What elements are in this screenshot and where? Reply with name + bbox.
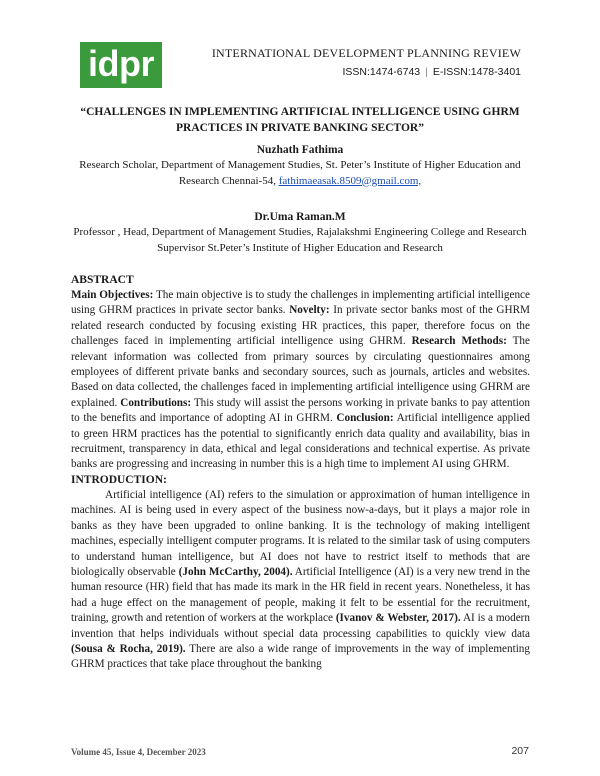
abstract-heading: ABSTRACT <box>71 274 134 286</box>
abstract-paragraph <box>71 288 530 473</box>
intro-text: There are also a wide range of improvements in the way of implementing GHRM practices that take place throughout the banking <box>71 642 530 671</box>
issn: ISSN:1474-6743 <box>342 66 421 78</box>
novelty-text: In private sector banks most of the GHRM related research conducted by focusing existing HR practices, this paper, therefore focus on the challenges faced in implementing artificial intelligence using GHRM. <box>71 304 530 348</box>
author-block-2 <box>60 210 540 256</box>
introduction-heading: INTRODUCTION: <box>71 473 167 486</box>
citation: (John McCarthy, 2004). <box>178 565 293 578</box>
page-number: 207 <box>511 745 529 757</box>
methods-label: Research Methods: <box>411 335 507 348</box>
issn-separator: | <box>425 66 428 78</box>
objectives-text: The main objective is to study the challenges in implementing artificial intelligence using GHRM practices in private sector banks. <box>71 289 530 317</box>
methods-text: The relevant information was collected from primary sources by circulating questionnaires among employees of different private banks and secondary sources, such as journals, articles and websites. Based on data collected, the challenges faced in implementing artificial intelligence using GHRM are explained. <box>71 335 530 409</box>
affiliation-text: Research Scholar, Department of Management Studies, St. Peter’s Institute of Higher Education and Research Chennai-54, <box>79 159 521 187</box>
author-name: Nuzhath Fathima <box>256 144 344 156</box>
author-email-link[interactable]: fathimaeasak.8509@gmail.com, <box>278 174 422 187</box>
conclusion-text: Artificial intelligence applied to green HRM practices has the potential to significantly enrich data quality and availability, bias in recruitment, transparency in data, ethical and legal considerations and technical expertise. As private banks are progressing and increasing in number this is a high time to implement AI using GHRM. <box>71 412 531 471</box>
citation: (Sousa & Rocha, 2019). <box>71 642 186 655</box>
contributions-text: This study will assist the persons working in private banks to pay attention to the benefits and importance of adopting AI in GHRM. <box>71 396 530 425</box>
eissn: E-ISSN:1478-3401 <box>432 66 521 78</box>
citation: (Ivanov & Webster, 2017). <box>335 612 461 625</box>
introduction-paragraph <box>71 488 530 673</box>
contributions-label: Contributions: <box>120 396 192 409</box>
journal-name: INTERNATIONAL DEVELOPMENT PLANNING REVIEW <box>211 46 521 60</box>
volume-info: Volume 45, Issue 4, December 2023 <box>71 747 206 757</box>
author-block-1 <box>60 143 540 189</box>
author-affiliation: Professor , Head, Department of Management Studies, Rajalakshmi Engineering College and Research Supervisor St.Peter’s Institute of Higher Education and Research <box>73 226 527 254</box>
paper-title: “CHALLENGES IN IMPLEMENTING ARTIFICIAL INTELLIGENCE USING GHRM PRACTICES IN PRIVATE BANKING SECTOR” <box>80 106 520 134</box>
intro-text: Artificial intelligence (AI) refers to the simulation or approximation of human intelligence in machines. AI is being used in every aspect of the business now-a-days, but it plays a major role in banks as they have been upgraded to online banking. It is the technology of making intelligent machines, especially intelligent computer programs. It is related to the similar task of using computers to understand human intelligence, but AI does not have to restrict itself to methods that are biologically observable <box>71 488 530 578</box>
intro-text: AI is a modern invention that helps individuals without special data processing capabilities to quickly view data <box>71 612 530 640</box>
author-name: Dr.Uma Raman.M <box>254 211 346 223</box>
conclusion-label: Conclusion: <box>336 412 394 425</box>
intro-text: Artificial Intelligence (AI) is a very new trend in the human resource (HR) field that has made its mark in the HR field in recent years. Nonetheless, it has had a huge effect on the management of people, making it felt to be essential for the recruitment, training, growth and retention of workers at the workplace <box>71 565 531 625</box>
issn-line <box>342 66 521 78</box>
objectives-label: Main Objectives: <box>71 289 154 301</box>
journal-logo: idpr <box>80 42 162 88</box>
novelty-label: Novelty: <box>289 304 330 317</box>
paper-body <box>71 273 530 673</box>
author-affiliation <box>60 158 540 189</box>
